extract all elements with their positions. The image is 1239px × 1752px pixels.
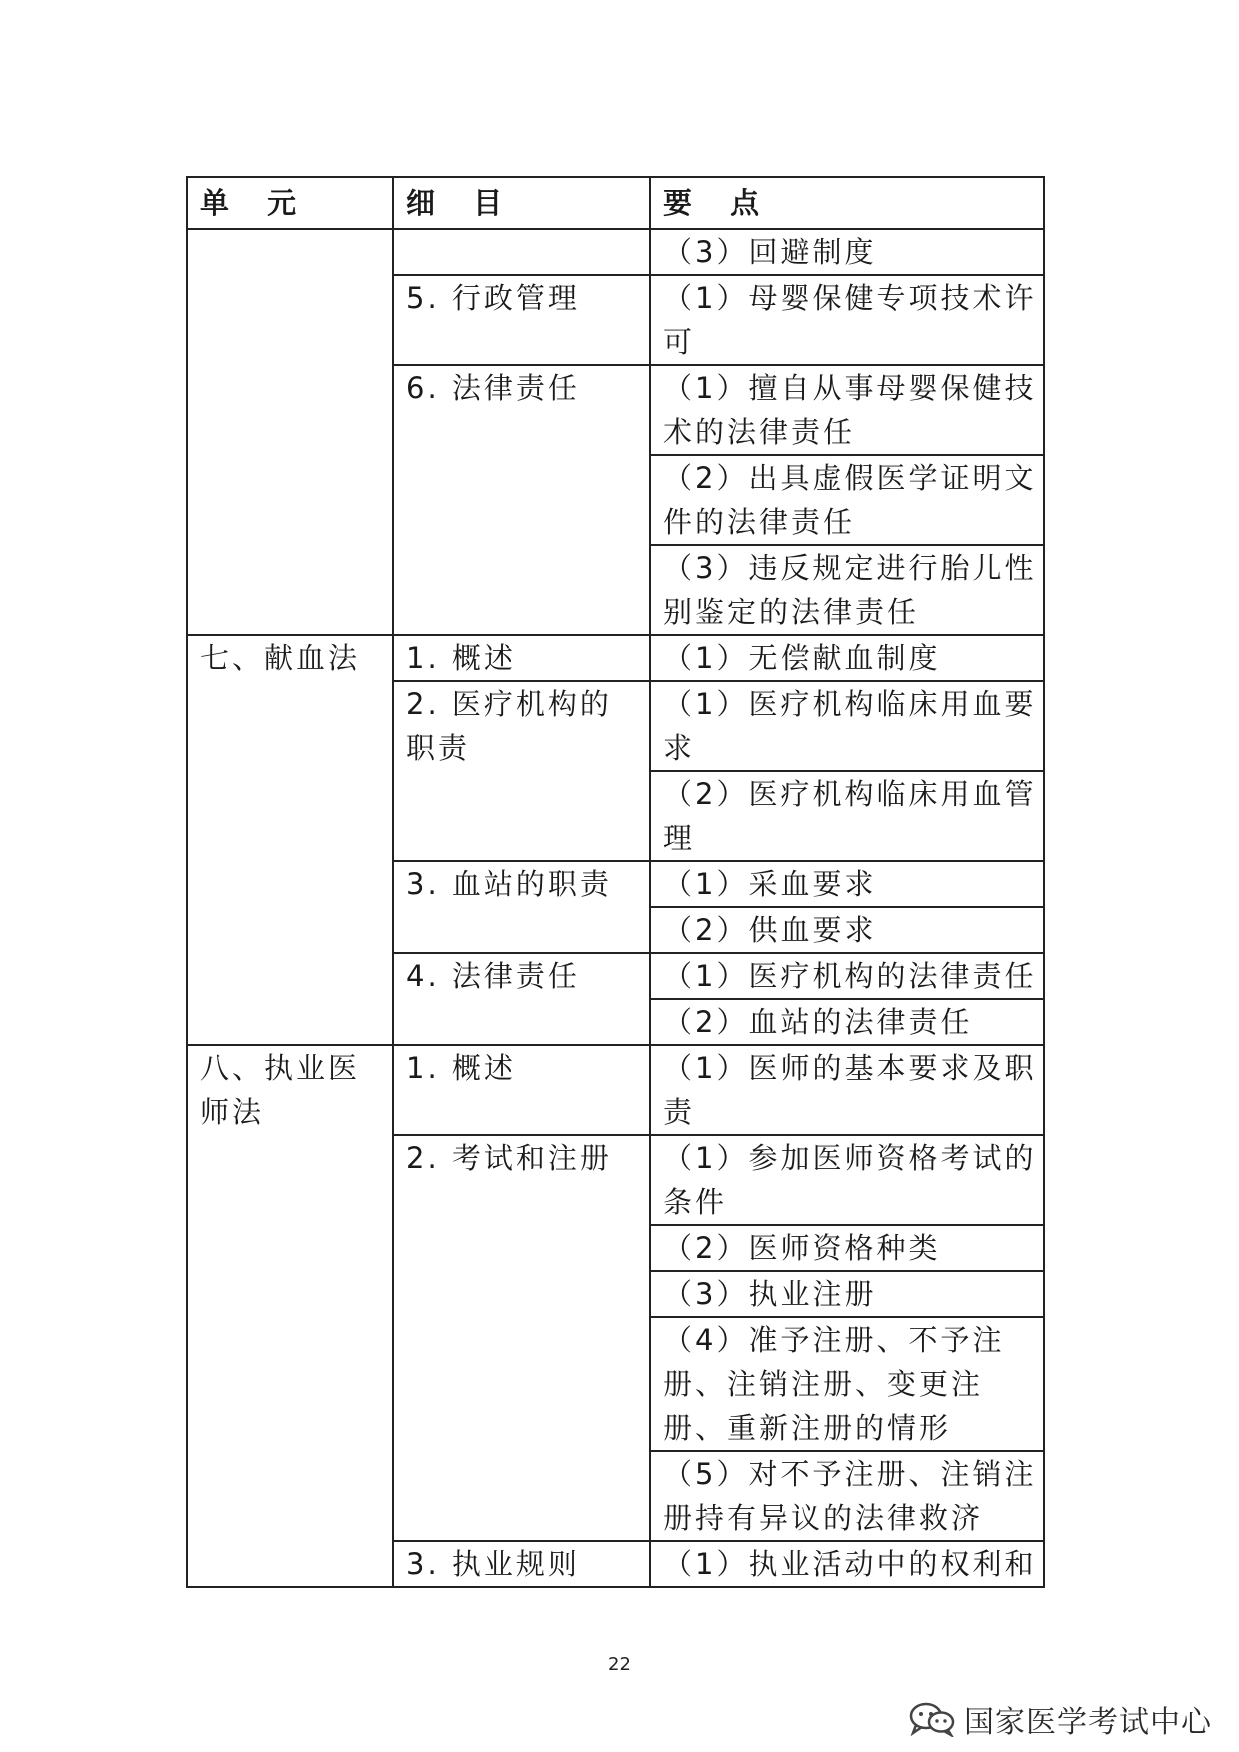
unit-cell [187, 229, 393, 635]
detail-cell: 4. 法律责任 [393, 953, 650, 1045]
detail-cell: 3. 血站的职责 [393, 861, 650, 953]
table-row [187, 229, 1044, 275]
point-cell: （1）医师的基本要求及职责 [650, 1045, 1044, 1135]
point-cell: （4）准予注册、不予注册、注销注册、变更注册、重新注册的情形 [650, 1317, 1044, 1451]
point-cell: （1）执业活动中的权利和 [650, 1541, 1044, 1587]
table-row [187, 1045, 1044, 1135]
table-row [187, 635, 1044, 681]
detail-cell: 3. 执业规则 [393, 1541, 650, 1587]
point-cell: （2）血站的法律责任 [650, 999, 1044, 1045]
point-cell: （3）违反规定进行胎儿性别鉴定的法律责任 [650, 545, 1044, 635]
header-point: 要 点 [650, 177, 1044, 229]
wechat-icon [908, 1701, 956, 1737]
watermark-text: 国家医学考试中心 [964, 1705, 1212, 1740]
header-detail: 细 目 [393, 177, 650, 229]
detail-cell: 5. 行政管理 [393, 275, 650, 365]
point-cell: （3）回避制度 [650, 229, 1044, 275]
watermark [908, 1697, 1212, 1741]
point-cell: （1）参加医师资格考试的条件 [650, 1135, 1044, 1225]
table-header-row [187, 177, 1044, 229]
point-cell: （2）供血要求 [650, 907, 1044, 953]
point-cell: （1）母婴保健专项技术许可 [650, 275, 1044, 365]
point-cell: （1）无偿献血制度 [650, 635, 1044, 681]
detail-cell: 1. 概述 [393, 1045, 650, 1135]
point-cell: （2）医师资格种类 [650, 1225, 1044, 1271]
point-cell: （1）医疗机构的法律责任 [650, 953, 1044, 999]
point-cell: （2）医疗机构临床用血管理 [650, 771, 1044, 861]
point-cell: （1）医疗机构临床用血要求 [650, 681, 1044, 771]
detail-cell: 1. 概述 [393, 635, 650, 681]
unit-cell: 八、执业医师法 [187, 1045, 393, 1587]
detail-cell: 6. 法律责任 [393, 365, 650, 635]
point-cell: （1）擅自从事母婴保健技术的法律责任 [650, 365, 1044, 455]
unit-cell: 七、献血法 [187, 635, 393, 1045]
detail-cell: 2. 医疗机构的职责 [393, 681, 650, 861]
point-cell: （2）出具虚假医学证明文件的法律责任 [650, 455, 1044, 545]
syllabus-table [186, 176, 1045, 1588]
header-unit: 单 元 [187, 177, 393, 229]
point-cell: （1）采血要求 [650, 861, 1044, 907]
point-cell: （3）执业注册 [650, 1271, 1044, 1317]
point-cell: （5）对不予注册、注销注册持有异议的法律救济 [650, 1451, 1044, 1541]
detail-cell [393, 229, 650, 275]
detail-cell: 2. 考试和注册 [393, 1135, 650, 1541]
page-number: 22 [608, 1654, 631, 1675]
